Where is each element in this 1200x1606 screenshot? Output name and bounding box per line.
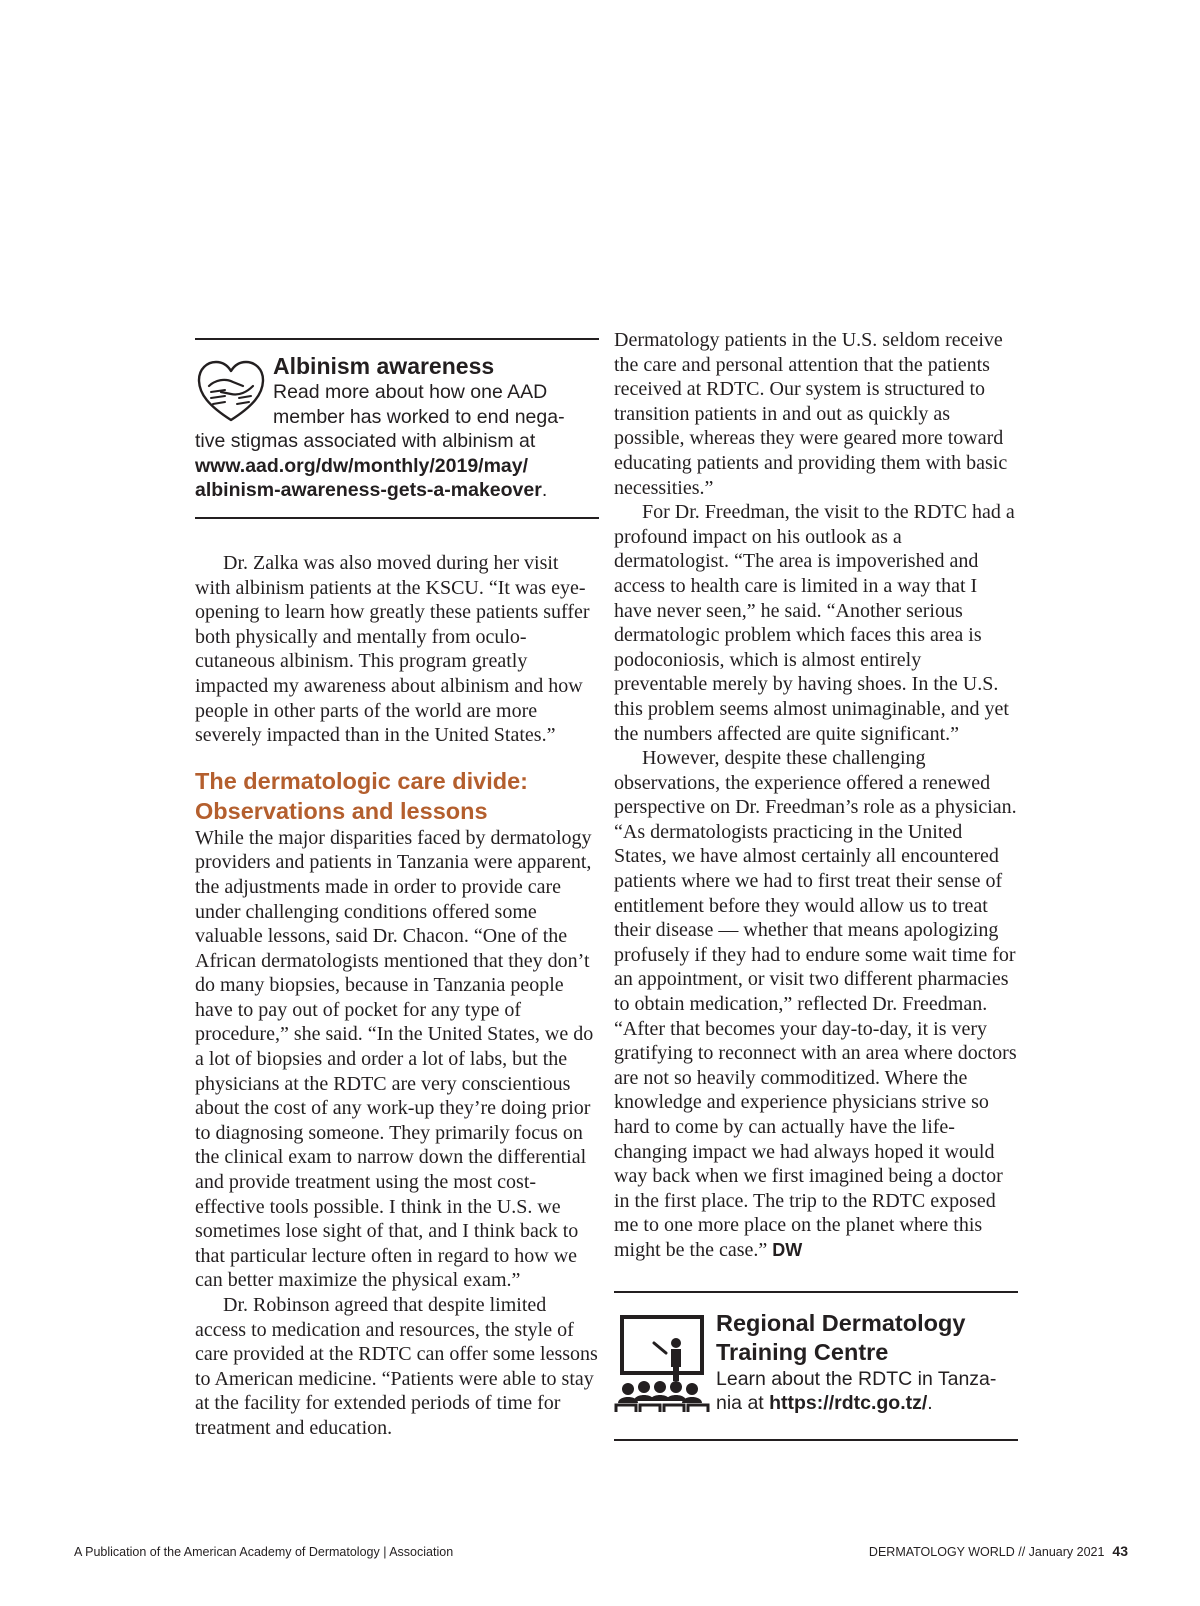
albinism-sidebar-title: Albinism awareness [273,353,495,379]
page-number: 43 [1112,1543,1128,1559]
albinism-sidebar-text: Read more about how one AAD member has worked to end nega- tive stigmas associated with albinism at [195,381,565,453]
footer-issue-text: DERMATOLOGY WORLD // January 2021 [868,1545,1105,1559]
footer-issue [869,1543,1128,1559]
albinism-article-link[interactable]: www.aad.org/dw/monthly/2019/may/ albinism-awareness-gets-a-makeover [195,454,542,502]
rdtc-sidebar-period: . [927,1392,933,1415]
paragraph-chacon: While the major disparities faced by dermatology providers and patients in Tanzania were apparent, the adjustments made in order to provide care under challenging conditions offered some valuable lessons, said Dr. Chacon. “One of the African dermatologists mentioned that they don’t do many biopsies, because in Tanzania people have to pay out of pocket for any type of procedure,” she said. “In the United States, we do a lot of biopsies and order a lot of labs, but the physicians at the RDTC are very conscientious about the cost of any work-up they’re doing prior to diagnosing someone. They primarily focus on the clinical exam to narrow down the differential and provide treatment using the most cost-effective tools possible. I think in the U.S. we sometimes lose sight of that, and I think back to that particular lecture often in regard to how we can better maximize the physical exam.” [195,826,594,1292]
paragraph-freedman-perspective-text: However, despite these challenging observations, the experience offered a renewed perspective on Dr. Freedman’s role as a physician. “As dermatologists practicing in the United States, we have almost certainly all encountered patients where we had to first treat their sense of entitlement before they would allow us to treat their disease — whether that means apologizing profusely if they had to endure some wait time for an appointment, or visit two different pharmacies to obtain medication,” reflected Dr. Freedman. “After that becomes your day-to-day, it is very gratifying to reconnect with an area where doctors are not so heavily commoditized. Where the knowledge and experience physicians strive so hard to come by can actually have the life-changing impact we had always hoped it would way back when we first imagined being a doctor in the first place. The trip to the RDTC exposed me to one more place on the planet where this might be the case.” [614,747,1017,1261]
lecture-audience-icon [614,1313,710,1413]
dw-signoff: DW [772,1239,803,1260]
paragraph-freedman: For Dr. Freedman, the visit to the RDTC had a profound impact on his outlook as a dermatologist. “The area is impoverished and access to health care is limited in a way that I have never seen,” he said. “Another serious dermatologic problem which faces this area is podoconiosis, which is almost entirely preventable merely by having shoes. In the U.S. this problem seems almost unimaginable, and yet the numbers affected are quite significant.” [614,501,1015,745]
section-heading-line-2: Observations and lessons [195,797,488,824]
heart-hands-icon [195,356,267,428]
paragraph-robinson-continued: Dermatology patients in the U.S. seldom receive the care and personal attention that the patients received at RDTC. Our system is structured to transition patients in and out as quickly as possible, whereas they were geared more toward educating patients and providing them with basic necessities.” [614,329,1008,499]
left-column [195,338,599,1441]
albinism-sidebar [195,338,599,519]
albinism-sidebar-period: . [541,479,548,502]
section-heading [195,766,599,826]
right-column [614,328,1018,1441]
rdtc-website-link[interactable]: https://rdtc.go.tz/ [769,1392,928,1415]
paragraph-robinson: Dr. Robinson agreed that despite limited access to medication and resources, the style of care provided at the RDTC can offer some lessons to American medicine. “Patients were able to stay at the facility for extended periods of time for treatment and education. [195,1294,598,1439]
right-article-text [614,328,1018,1263]
rdtc-title-line-1: Regional Dermatology [716,1309,966,1336]
rdtc-sidebar-title [716,1309,1018,1367]
left-article-text [195,551,599,1441]
rdtc-sidebar-body [716,1367,1018,1416]
rdtc-sidebar [614,1291,1018,1441]
rdtc-sidebar-text [716,1309,1018,1416]
paragraph-freedman-perspective [614,746,1018,1262]
section-heading-line-1: The dermatologic care divide: [195,767,529,794]
paragraph-zalka: Dr. Zalka was also moved during her visit with albinism patients at the KSCU. “It was eye-opening to learn how greatly these patients suffer both physically and mentally from oculo-cutaneous albinism. This program greatly impacted my awareness about albinism and how people in other parts of the world are more severely impacted than in the United States.” [195,551,590,747]
footer-publication: A Publication of the American Academy of Dermatology | Association [74,1545,454,1559]
rdtc-sidebar-description: Learn about the RDTC in Tanza- nia at [716,1367,997,1415]
rdtc-title-line-2: Training Centre [716,1338,889,1365]
